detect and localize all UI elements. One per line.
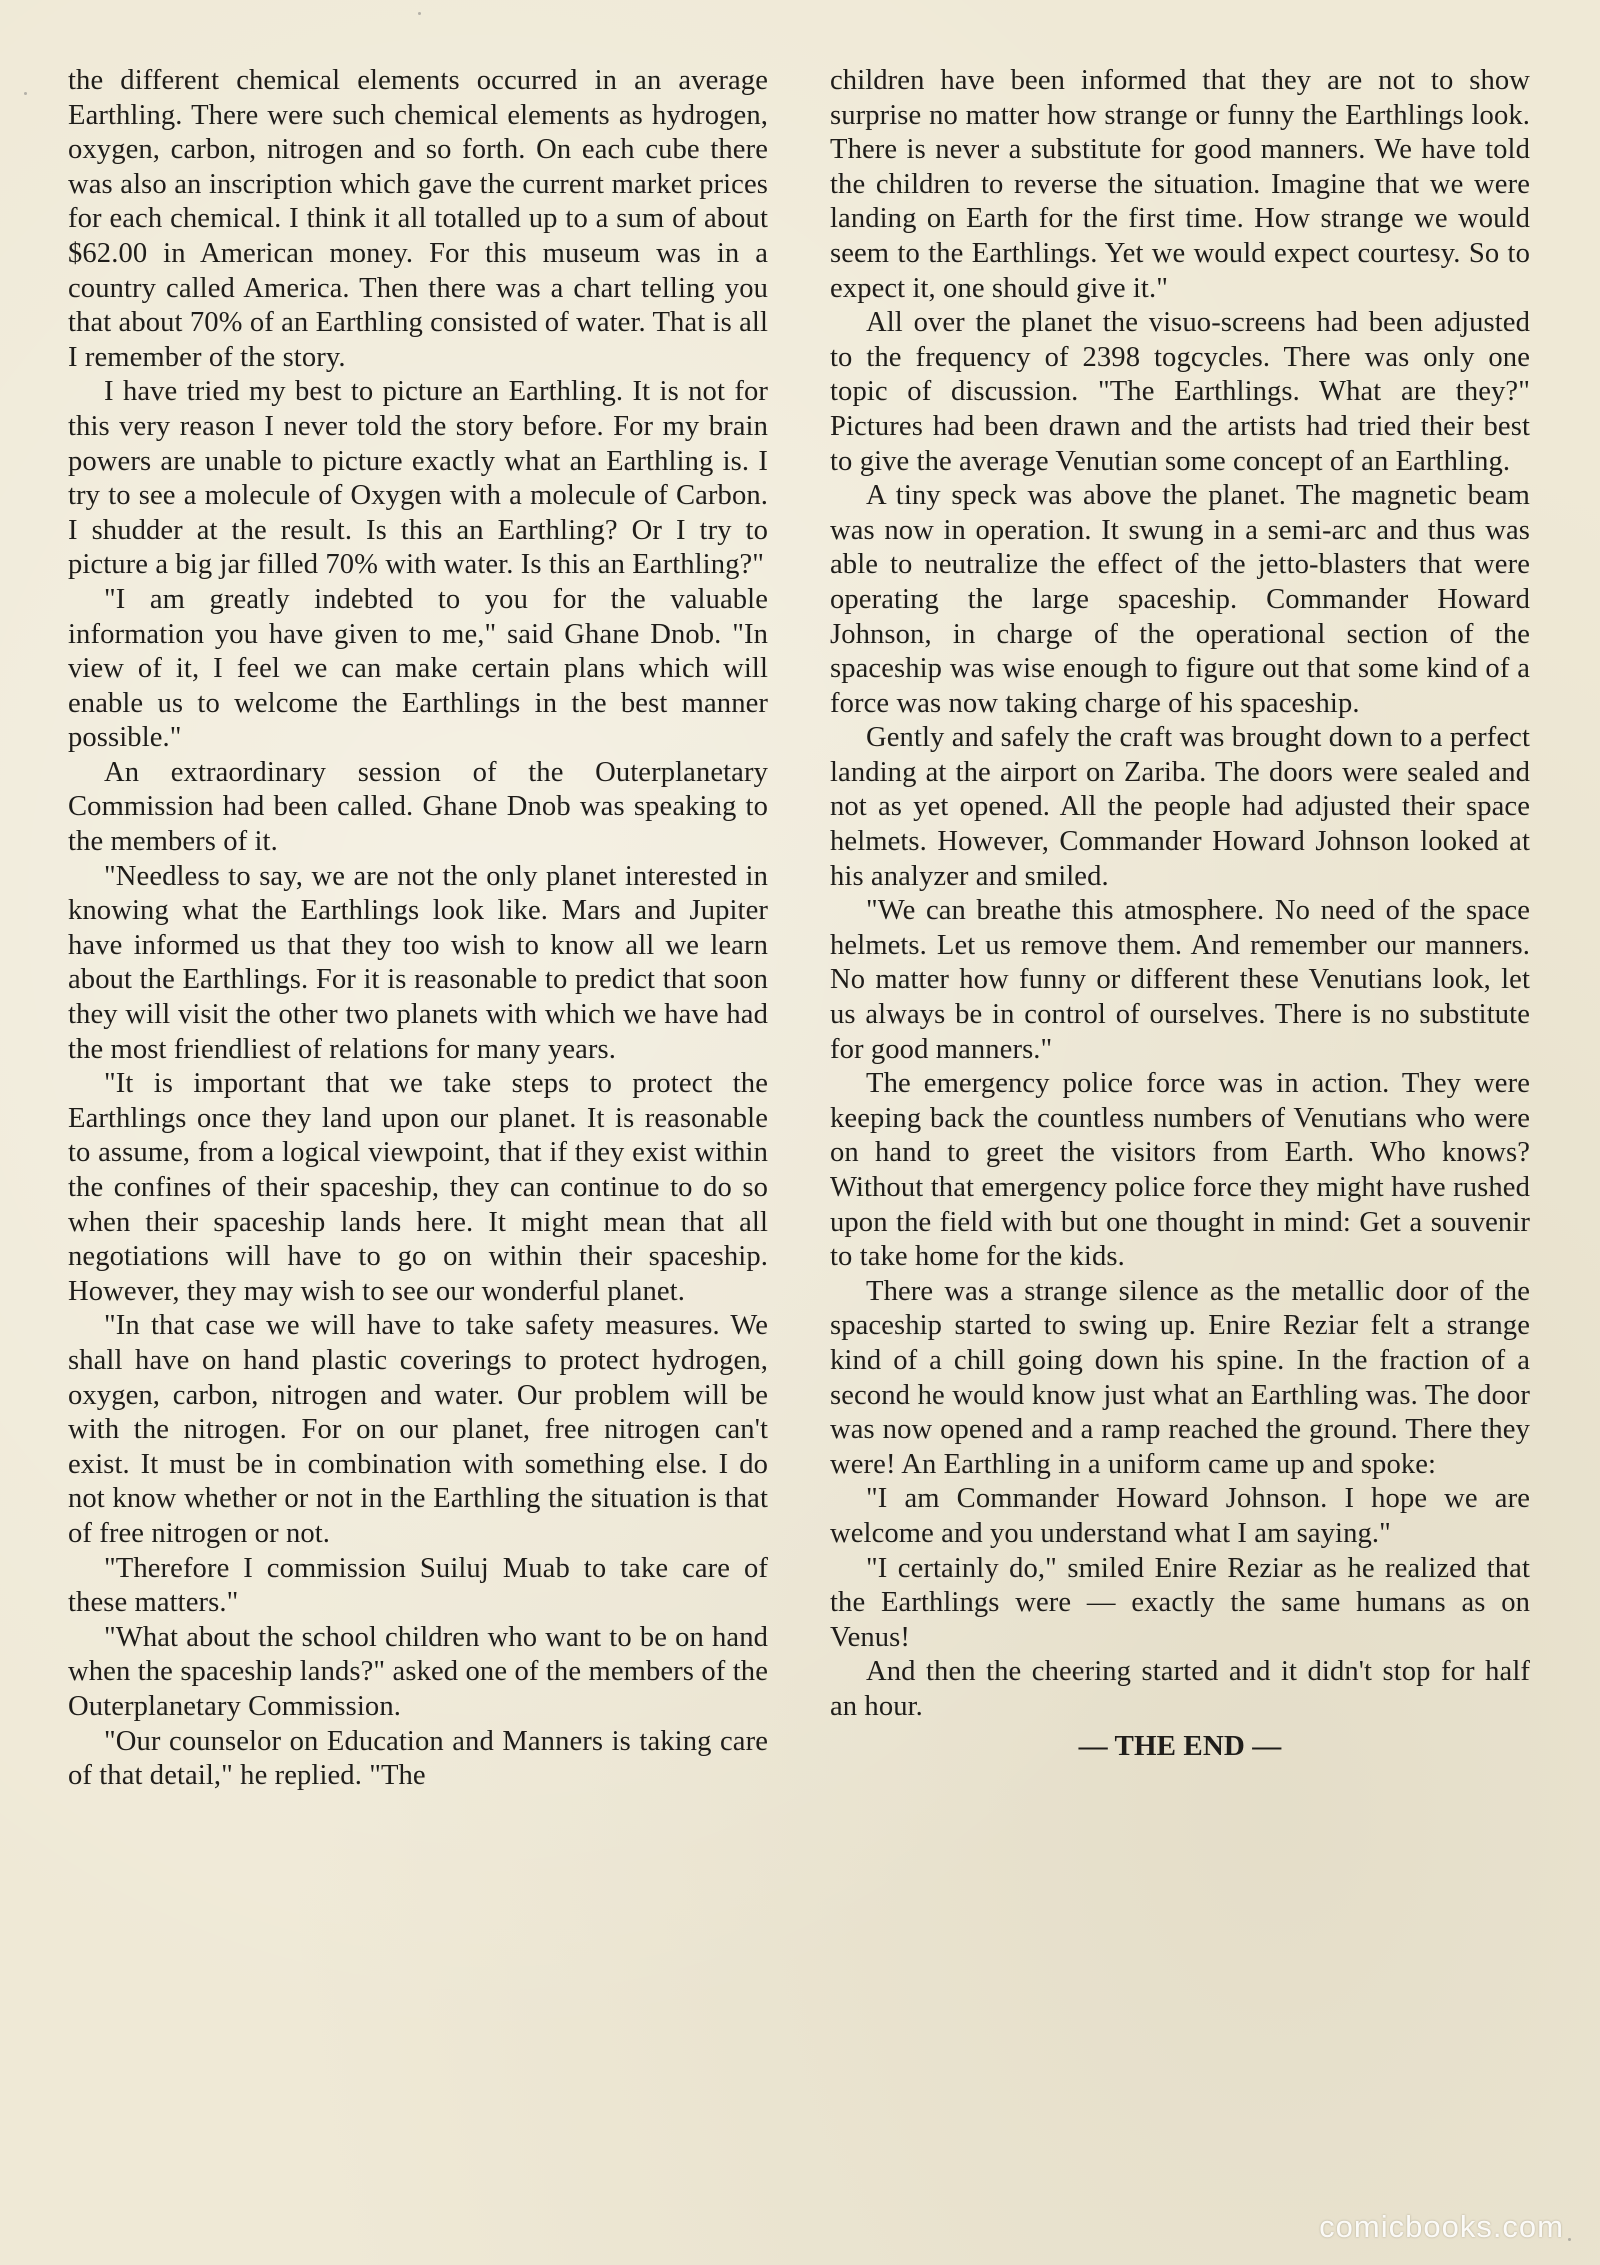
- paragraph: "I am Commander Howard Johnson. I hope we are welcome and you understand what I am saying.": [830, 1483, 1530, 1549]
- paragraph: the different chemical elements occurred in an average Earthling. There were such chemical elements as hydrogen, oxygen, carbon, nitrogen and so forth. On each cube there was also an inscription which gave the current market prices for each chemical. I think it all totalled up to a sum of about $62.00 in American money. For this museum was in a country called America. Then there was a chart telling you that about 70% of an Earthling consisted of water. That is all I remember of the story.: [68, 65, 768, 373]
- paper-speck: [24, 92, 27, 95]
- paragraph: "I am greatly indebted to you for the valuable information you have given to me," said Ghane Dnob. "In view of it, I feel we can make certain plans which will enable us to welcome the Earthlings in the best manner possible.": [68, 583, 768, 754]
- paragraph: There was a strange silence as the metallic door of the spaceship started to swing up. Enire Reziar felt a strange kind of a chill going down his spine. In the fraction of a second he would know just what an Earthling was. The door was now opened and a ramp reached the ground. There they were! An Earthling in a uniform came up and spoke:: [830, 1275, 1530, 1480]
- paragraph: "It is important that we take steps to protect the Earthlings once they land upon our planet. It is reasonable to assume, from a logical viewpoint, that if they exist within the confines of their spaceship, they can continue to do so when their spaceship lands here. It might mean that all negotiations will have to go on within their spaceship. However, they may wish to see our wonderful planet.: [68, 1068, 768, 1307]
- watermark: comicbooks.com: [1319, 2209, 1564, 2244]
- paragraph: A tiny speck was above the planet. The magnetic beam was now in operation. It swung in a semi-arc and thus was able to neutralize the effect of the jetto-blasters that were operating the large spaceship. Commander Howard Johnson, in charge of the operational section of the spaceship was wise enough to figure out that some kind of a force was now taking charge of his spaceship.: [830, 480, 1530, 719]
- paragraph: "I certainly do," smiled Enire Reziar as he realized that the Earthlings were — exactly the same humans as on Venus!: [830, 1552, 1530, 1653]
- paragraph: All over the planet the visuo-screens had been adjusted to the frequency of 2398 togcycles. There was only one topic of discussion. "The Earthlings. What are they?" Pictures had been drawn and the artists had tried their best to give the average Venutian some concept of an Earthling.: [830, 307, 1530, 477]
- the-end-marker: — THE END —: [1078, 1729, 1282, 1762]
- paragraph: "Needless to say, we are not the only planet interested in knowing what the Earthlings look like. Mars and Jupiter have informed us that they too wish to know all we learn about the Earthlings. For it is reasonable to predict that soon they will visit the other two planets with which we have had the most friendliest of relations for many years.: [68, 860, 768, 1065]
- right-column: [830, 64, 1530, 1763]
- paragraph: "Our counselor on Education and Manners is taking care of that detail," he replied. "The: [68, 1725, 768, 1792]
- paragraph: "In that case we will have to take safety measures. We shall have on hand plastic coverings to protect hydrogen, oxygen, carbon, nitrogen and water. Our problem will be with the nitrogen. For on our planet, free nitrogen can't exist. It must be in combination with something else. I do not know whether or not in the Earthling the situation is that of free nitrogen or not.: [68, 1310, 768, 1549]
- paragraph: The emergency police force was in action. They were keeping back the countless numbers of Venutians who were on hand to greet the visitors from Earth. Who knows? Without that emergency police force they might have rushed upon the field with but one thought in mind: Get a souvenir to take home for the kids.: [830, 1068, 1530, 1273]
- paragraph: "Therefore I commission Suiluj Muab to take care of these matters.": [68, 1552, 768, 1619]
- paragraph: And then the cheering started and it didn't stop for half an hour.: [830, 1656, 1530, 1722]
- paper-speck: [418, 12, 421, 15]
- paper-speck: [1568, 2238, 1571, 2241]
- paragraph: An extraordinary session of the Outerplanetary Commission had been called. Ghane Dnob was speaking to the members of it.: [68, 756, 768, 858]
- paragraph: I have tried my best to picture an Earthling. It is not for this very reason I never told the story before. For my brain powers are unable to picture exactly what an Earthling is. I try to see a molecule of Oxygen with a molecule of Carbon. I shudder at the result. Is this an Earthling? Or I try to picture a big jar filled 70% with water. Is this an Earthling?": [68, 376, 768, 581]
- paragraph: children have been informed that they are not to show surprise no matter how strange or funny the Earthlings look. There is never a substitute for good manners. We have told the children to reverse the situation. Imagine that we were landing on Earth for the first time. How strange we would seem to the Earthlings. Yet we would expect courtesy. So to expect it, one should give it.": [830, 65, 1530, 304]
- left-column: [68, 64, 768, 1794]
- paragraph: Gently and safely the craft was brought down to a perfect landing at the airport on Zariba. The doors were sealed and not as yet opened. All the people had adjusted their space helmets. However, Commander Howard Johnson looked at his analyzer and smiled.: [830, 722, 1530, 892]
- paragraph: "We can breathe this atmosphere. No need of the space helmets. Let us remove them. And remember our manners. No matter how funny or different these Venutians look, let us always be in control of ourselves. There is no substitute for good manners.": [830, 895, 1530, 1065]
- paragraph: "What about the school children who want to be on hand when the spaceship lands?" asked one of the members of the Outerplanetary Commission.: [68, 1621, 768, 1722]
